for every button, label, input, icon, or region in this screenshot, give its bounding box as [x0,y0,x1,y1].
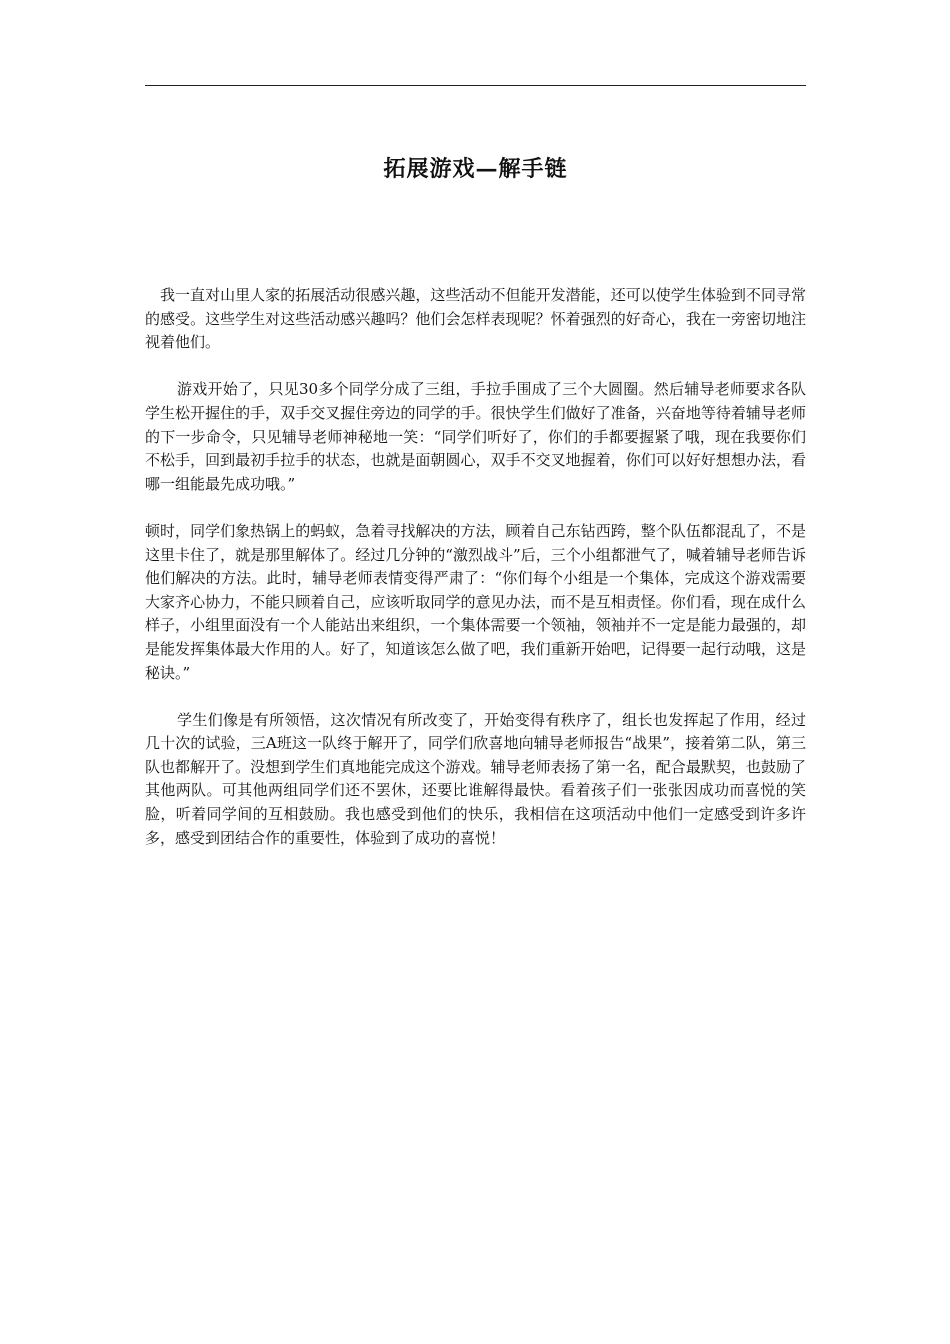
document-title: 拓展游戏—解手链 [383,156,568,182]
paragraph-3: 顿时，同学们象热锅上的蚂蚁，急着寻找解决的方法，顾着自己东钻西跨，整个队伍都混乱了，不是这里卡住了，就是那里解体了。经过几分钟的“激烈战斗”后，三个小组都泄气了，喊着辅导老师告诉他们解决的方法。此时，辅导老师表情变得严肃了：“你们每个小组是一个集体，完成这个游戏需要大家齐心协力，不能只顾着自己，应该听取同学的意见办法，而不是互相责怪。你们看，现在成什么样子，小组里面没有一个人能站出来组织，一个集体需要一个领袖，领袖并不一定是能力最强的，却是能发挥集体最大作用的人。好了，知道该怎么做了吧，我们重新开始吧，记得要一起行动哦，这是秘诀。” [145,521,806,682]
paragraph-1: 我一直对山里人家的拓展活动很感兴趣，这些活动不但能开发潜能，还可以使学生体验到不同寻常的感受。这些学生对这些活动感兴趣吗？他们会怎样表现呢？怀着强烈的好奇心，我在一旁密切地注视着他们。 [145,286,806,352]
paragraph-gap [145,496,806,520]
paragraph-gap [145,685,806,709]
paragraph-4: 学生们像是有所领悟，这次情况有所改变了，开始变得有秩序了，组长也发挥起了作用，经过几十次的试验，三A班这一队终于解开了，同学们欣喜地向辅导老师报告“战果”，接着第二队，第三队也都解开了。没想到学生们真地能完成这个游戏。辅导老师表扬了第一名，配合最默契，也鼓励了其他两队。可其他两组同学们还不罢休，还要比谁解得最快。看着孩子们一张张因成功而喜悦的笑脸，听着同学间的互相鼓励。我也感受到他们的快乐，我相信在这项活动中他们一定感受到许多许多，感受到团结合作的重要性，体验到了成功的喜悦！ [145,710,806,847]
header-rule [145,85,806,86]
paragraph-2: 游戏开始了，只见30多个同学分成了三组，手拉手围成了三个大圆圈。然后辅导老师要求各队学生松开握住的手，双手交叉握住旁边的同学的手。很快学生们做好了准备，兴奋地等待着辅导老师的下一步命令，只见辅导老师神秘地一笑：“同学们听好了，你们的手都要握紧了哦，现在我要你们不松手，回到最初手拉手的状态，也就是面朝圆心，双手不交叉地握着，你们可以好好想想办法，看哪一组能最先成功哦。” [145,380,806,493]
paragraph-gap [145,355,806,379]
document-body [145,284,806,850]
